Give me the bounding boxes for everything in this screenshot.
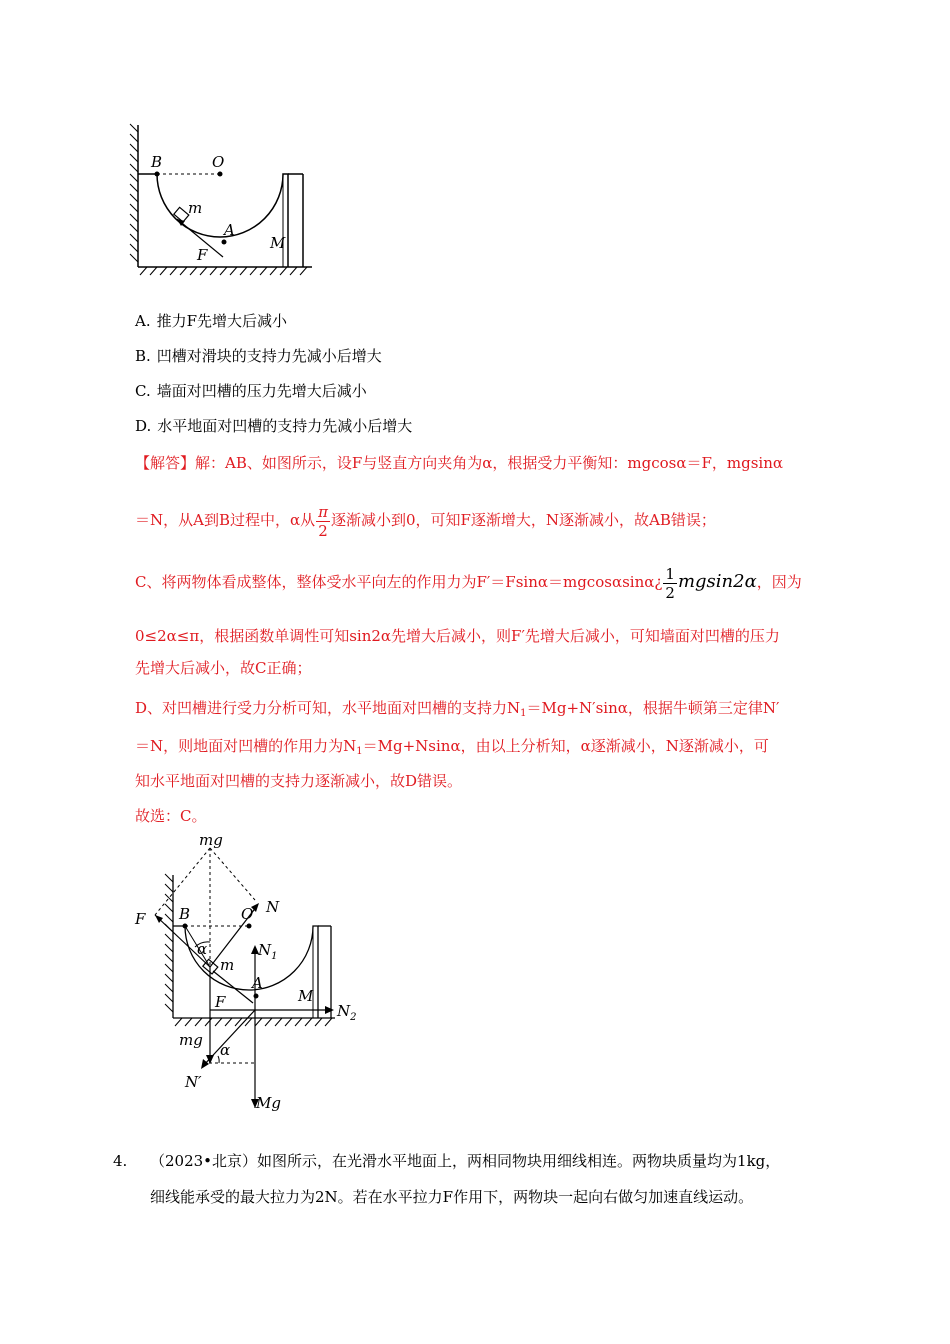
alpha-label-2: α — [220, 1041, 231, 1059]
option-a: A. 推力F先增大后减小 — [135, 312, 288, 330]
option-c: C. 墙面对凹槽的压力先增大后减小 — [135, 382, 367, 400]
answer-line-5: 先增大后减小，故C正确； — [135, 659, 312, 677]
answer-choice: 故选：C。 — [135, 807, 207, 825]
question-4-line-2: 细线能承受的最大拉力为2N。若在水平拉力F作用下，两物块一起向右做匀加速直线运动。 — [150, 1188, 754, 1206]
answer-line-7: ＝N，则地面对凹槽的作用力为$N_1=Mg+Nsin\alpha$，由以上分析知，α逐渐减小，N逐渐减小，可 — [135, 737, 769, 757]
fraction-pi-over-2: $\frac{\pi}{2}$ — [318, 502, 328, 540]
point-b-label: B — [151, 153, 163, 171]
answer-line-4: 0≤2α≤π，根据函数单调性可知sin2α先增大后减小，则F′先增大后减小，可知墙面对凹槽的压力 — [135, 627, 780, 645]
point-o-label: O — [212, 153, 225, 171]
answer-line-2: ＝N，从A到B过程中，α从 $\frac{\pi}{2}$ 逐渐减小到0，可知F逐渐增大，N逐渐减小，故AB错误； — [135, 502, 716, 540]
point-b-label-2: B — [179, 905, 191, 923]
force-f-small-label: F — [215, 993, 226, 1011]
figure-1-groove-diagram — [125, 120, 325, 280]
point-a-label: A — [224, 221, 235, 239]
answer-line-1: 【解答】解：AB、如图所示，设F与竖直方向夹角为α，根据受力平衡知：mgcosα＝F，mgsinα — [135, 454, 784, 472]
force-f-label-2: F — [135, 910, 146, 928]
mass-m-label: m — [188, 199, 203, 217]
option-b: B. 凹槽对滑块的支持力先减小后增大 — [135, 347, 382, 365]
option-d: D. 水平地面对凹槽的支持力先减小后增大 — [135, 417, 413, 435]
point-a-label-2: A — [252, 974, 263, 992]
fraction-one-half: $\frac{1}{2}$ — [665, 564, 675, 602]
point-o-label-2: O — [241, 905, 254, 923]
answer-line-3: C、将两物体看成整体，整体受水平向左的作用力为F′＝Fsinα＝mgcosαsinα¿ $\frac{1}{2}$ mgsin2α，因为 — [135, 564, 802, 602]
answer-tag: 【解答】 — [135, 454, 196, 472]
n1-label: $N_1$ — [258, 941, 278, 962]
answer-line-6: D、对凹槽进行受力分析可知，水平地面对凹槽的支持力$N_1=Mg+N'\sin\alpha$，根据牛顿第三定律N′ — [135, 699, 780, 719]
normal-n-label: N — [266, 898, 280, 916]
groove-m-label: M — [270, 234, 286, 252]
question-4-number: 4. — [113, 1152, 128, 1170]
mg-top-label: mg — [199, 831, 223, 849]
n-prime-label: N′ — [185, 1073, 202, 1091]
alpha-label-1: α — [197, 940, 208, 958]
figure-2-force-diagram — [125, 830, 375, 1120]
answer-line-8: 知水平地面对凹槽的支持力逐渐减小，故D错误。 — [135, 772, 463, 790]
force-f-label: F — [197, 246, 208, 264]
mass-m-label-2: m — [220, 956, 235, 974]
groove-m-label-2: M — [298, 987, 314, 1005]
question-4-line-1: （2023•北京）如图所示，在光滑水平地面上，两相同物块用细线相连。两物块质量均为1kg， — [150, 1152, 781, 1170]
mg-bottom-label: mg — [179, 1031, 203, 1049]
n2-label: $N_2$ — [337, 1002, 357, 1023]
mg-big-label: Mg — [256, 1094, 281, 1112]
